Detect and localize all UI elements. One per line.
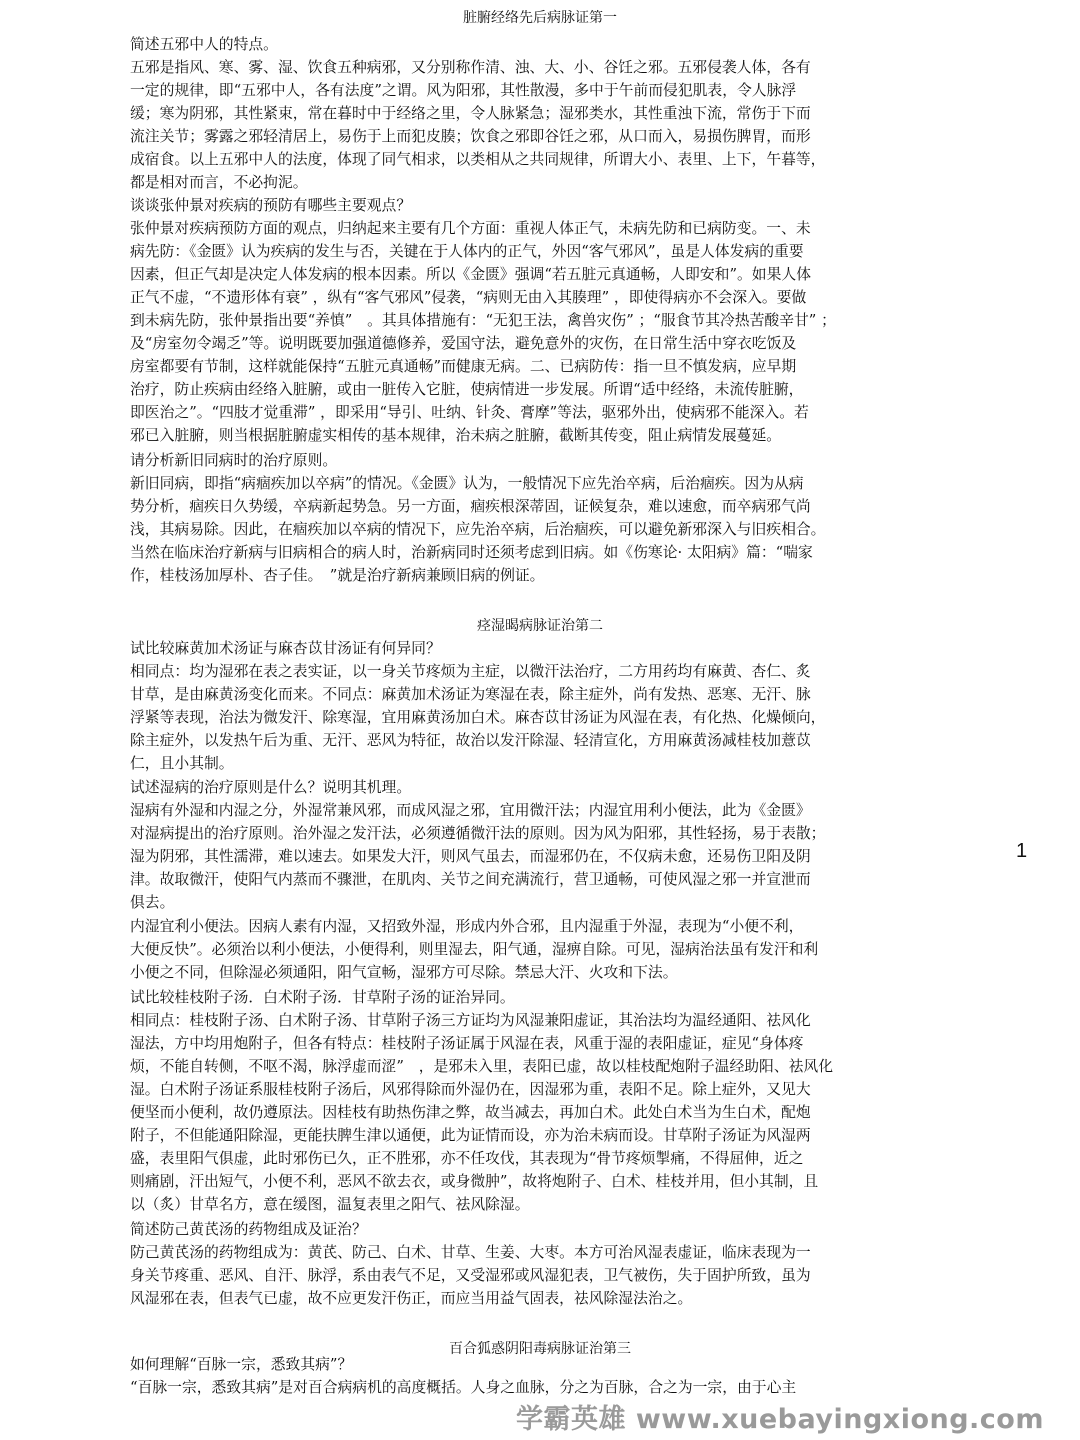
question-line: 简述五邪中人的特点。 [130,36,278,53]
text-line: 到未病先防，张仲景指出要“养慎” 。其具体措施有：“无犯王法，禽兽灾伤” ；“服食节其冷热苦酸辛甘” ； [130,312,836,329]
text-line: 五邪是指风、寒、雾、湿、饮食五种病邪，又分别称作清、浊、大、小、谷饪之邪。五邪侵袭人体，各有 [130,59,811,76]
text-line: 除主症外，以发热午后为重、无汗、恶风为特征，故治以发汗除湿、轻清宣化，方用麻黄汤减桂枝加薏苡 [130,732,811,749]
question-line: 试比较桂枝附子汤．白术附子汤．甘草附子汤的证治异同。 [130,989,515,1006]
text-line: 相同点：桂枝附子汤、白术附子汤、甘草附子汤三方证均为风湿兼阳虚证，其治法均为温经通阳、祛风化 [130,1012,811,1029]
text-line: 内湿宜利小便法。因病人素有内湿，又招致外湿，形成内外合邪，且内湿重于外湿，表现为“小便不利， [130,918,804,935]
text-line: 风湿邪在表，但表气已虚，故不应更发汗伤正，而应当用益气固表，祛风除湿法治之。 [130,1290,693,1307]
question-line: 试述湿病的治疗原则是什么？说明其机理。 [130,779,412,796]
text-line: 盛，表里阳气俱虚，此时邪伤已久，正不胜邪，亦不任攻伐，其表现为“骨节疼烦掣痛，不得屈伸，近之 [130,1150,804,1167]
text-line: 治疗，防止疾病由经络入脏腑，或由一脏传入它脏，使病情进一步发展。所谓“适中经络，未流传脏腑， [130,381,804,398]
text-line: 邪已入脏腑，则当根据脏腑虚实相传的基本规律，治未病之脏腑，截断其传变，阻止病情发展蔓延。 [130,427,782,444]
text-line: 都是相对而言，不必拘泥。 [130,174,308,191]
text-line: 则痛剧，汗出短气，小便不利，恶风不欲去衣，或身微肿”，故将炮附子、白术、桂枝并用，但小其制，且 [130,1173,819,1190]
text-line: 湿为阴邪，其性濡滞，难以速去。如果发大汗，则风气虽去，而湿邪仍在，不仅病未愈，还易伤卫阳及阴 [130,848,811,865]
section-title: 百合狐惑阴阳毒病脉证治第三 [449,1341,631,1357]
text-line: 势分析，痼疾日久势缓，卒病新起势急。另一方面，痼疾根深蒂固，证候复杂，难以速愈，而卒病邪气尚 [130,498,811,515]
text-line: 湿法，方中均用炮附子，但各有特点：桂枝附子汤证属于风湿在表，风重于湿的表阳虚证，症见“身体疼 [130,1035,804,1052]
text-line: 一定的规律，即“五邪中人，各有法度”之谓。风为阳邪，其性散漫，多中于午前而侵犯肌表，令人脉浮 [130,82,797,99]
question-line: 请分析新旧同病时的治疗原则。 [130,452,338,469]
text-line: 张仲景对疾病预防方面的观点，归纳起来主要有几个方面：重视人体正气，未病先防和已病防变。一、未 [130,220,811,237]
text-line: 病先防：《金匮》认为疾病的发生与否，关键在于人体内的正气，外因“客气邪风”，虽是人体发病的重要 [130,243,804,260]
question-line: 试比较麻黄加术汤证与麻杏苡甘汤证有何异同？ [130,640,441,657]
text-line: 正气不虚，“不遗形体有衰” ，纵有“客气邪风”侵袭，“病则无由入其腠理” ，即使得病亦不会深入。要做 [130,289,807,306]
watermark: 学霸英雄 www.xuebayingxiong.com [515,1404,1044,1435]
question-line: 谈谈张仲景对疾病的预防有哪些主要观点？ [130,197,412,214]
text-line: 仁，且小其制。 [130,755,234,772]
question-line: 如何理解“百脉一宗，悉致其病”？ [130,1356,353,1373]
text-line: 缓；寒为阴邪，其性紧束，常在暮时中于经络之里，令人脉紧急；湿邪类水，其性重浊下流，常伤于下而 [130,105,811,122]
question-line: 简述防己黄芪汤的药物组成及证治？ [130,1221,367,1238]
text-line: 津。故取微汗，使阳气内蒸而不骤泄，在肌肉、关节之间充满流行，营卫通畅，可使风湿之邪一并宣泄而 [130,871,811,888]
text-line: 浅，其病易除。因此，在痼疾加以卒病的情况下，应先治卒病，后治痼疾，可以避免新邪深入与旧疾相合。 [130,521,826,538]
text-line: 烦，不能自转侧，不呕不渴，脉浮虚而涩” ，是邪未入里，表阳已虚，故以桂枝配炮附子温经助阳、祛风化 [130,1058,834,1075]
text-line: 新旧同病，即指“病痼疾加以卒病”的情况。《金匮》认为，一般情况下应先治卒病，后治痼疾。因为从病 [130,475,804,492]
text-line: 湿。白术附子汤证系服桂枝附子汤后，风邪得除而外湿仍在，因湿邪为重，表阳不足。除上症外，又见大 [130,1081,811,1098]
text-line: 流注关节；雾露之邪轻清居上，易伤于上而犯皮腠；饮食之邪即谷饪之邪，从口而入，易损伤脾胃，而形 [130,128,811,145]
text-line: 附子，不但能通阳除湿，更能扶脾生津以通便，此为证情而设，亦为治未病而设。甘草附子汤证为风湿两 [130,1127,811,1144]
text-line: 以（炙）甘草名方，意在缓图，温复表里之阳气、祛风除湿。 [130,1196,530,1213]
text-line: 对湿病提出的治疗原则。治外湿之发汗法，必须遵循微汗法的原则。因为风为阳邪，其性轻扬，易于表散； [130,825,826,842]
text-line: 身关节疼重、恶风、自汗、脉浮，系由表气不足，又受湿邪或风湿犯表，卫气被伤，失于固护所致，虽为 [130,1267,811,1284]
text-line: 便坚而小便利，故仍遵原法。因桂枝有助热伤津之弊，故当减去，再加白术。此处白术当为生白术，配炮 [130,1104,811,1121]
text-line: 小便之不同，但除湿必须通阳，阳气宣畅，湿邪方可尽除。禁忌大汗、火攻和下法。 [130,964,678,981]
text-line: 俱去。 [130,894,175,911]
text-line: 因素，但正气却是决定人体发病的根本因素。所以《金匮》强调“若五脏元真通畅，人即安和”。如果人体 [130,266,811,283]
text-line: 成宿食。以上五邪中人的法度，体现了同气相求，以类相从之共同规律，所谓大小、表里、上下，午暮等， [130,151,826,168]
text-line: 大便反快”。必须治以利小便法，小便得利，则里湿去，阳气通，湿痹自除。可见，湿病治法虽有发汗和利 [130,941,819,958]
text-line: 湿病有外湿和内湿之分，外湿常兼风邪，而成风湿之邪，宜用微汗法；内湿宜用利小便法，此为《金匮》 [130,802,811,819]
text-line: 即医治之”。“四肢才觉重滞” ，即采用“导引、吐纳、针灸、膏摩”等法，驱邪外出，使病邪不能深入。若 [130,404,809,421]
section-title: 痉湿暍病脉证治第二 [477,618,603,634]
text-line: 及“房室勿令竭乏”等。说明既要加强道德修养，爱国守法，避免意外的灾伤，在日常生活中穿衣吃饭及 [130,335,797,352]
section-title: 脏腑经络先后病脉证第一 [463,10,617,26]
text-line: 防己黄芪汤的药物组成为：黄芪、防己、白术、甘草、生姜、大枣。本方可治风湿表虚证，临床表现为一 [130,1244,811,1261]
text-line: 甘草，是由麻黄汤变化而来。不同点：麻黄加术汤证为寒湿在表，除主症外，尚有发热、恶寒、无汗、脉 [130,686,811,703]
text-line: 当然在临床治疗新病与旧病相合的病人时，治新病同时还须考虑到旧病。如《伤寒论· 太阳病》篇：“喘家 [130,544,813,561]
text-line: 作，桂枝汤加厚朴、杏子佳。 ”就是治疗新病兼顾旧病的例证。 [130,567,545,584]
text-line: 浮紧等表现，治法为微发汗、除寒湿，宜用麻黄汤加白术。麻杏苡甘汤证为风湿在表，有化热、化燥倾向， [130,709,826,726]
text-line: 相同点：均为湿邪在表之表实证，以一身关节疼烦为主症，以微汗法治疗，二方用药均有麻黄、杏仁、炙 [130,663,811,680]
text-line: “百脉一宗，悉致其病”是对百合病病机的高度概括。人身之血脉，分之为百脉，合之为一宗，由于心主 [130,1379,797,1396]
page-number: 1 [1016,840,1028,862]
text-line: 房室都要有节制，这样就能保持“五脏元真通畅”而健康无病。二、已病防传：指一旦不慎发病，应早期 [130,358,797,375]
